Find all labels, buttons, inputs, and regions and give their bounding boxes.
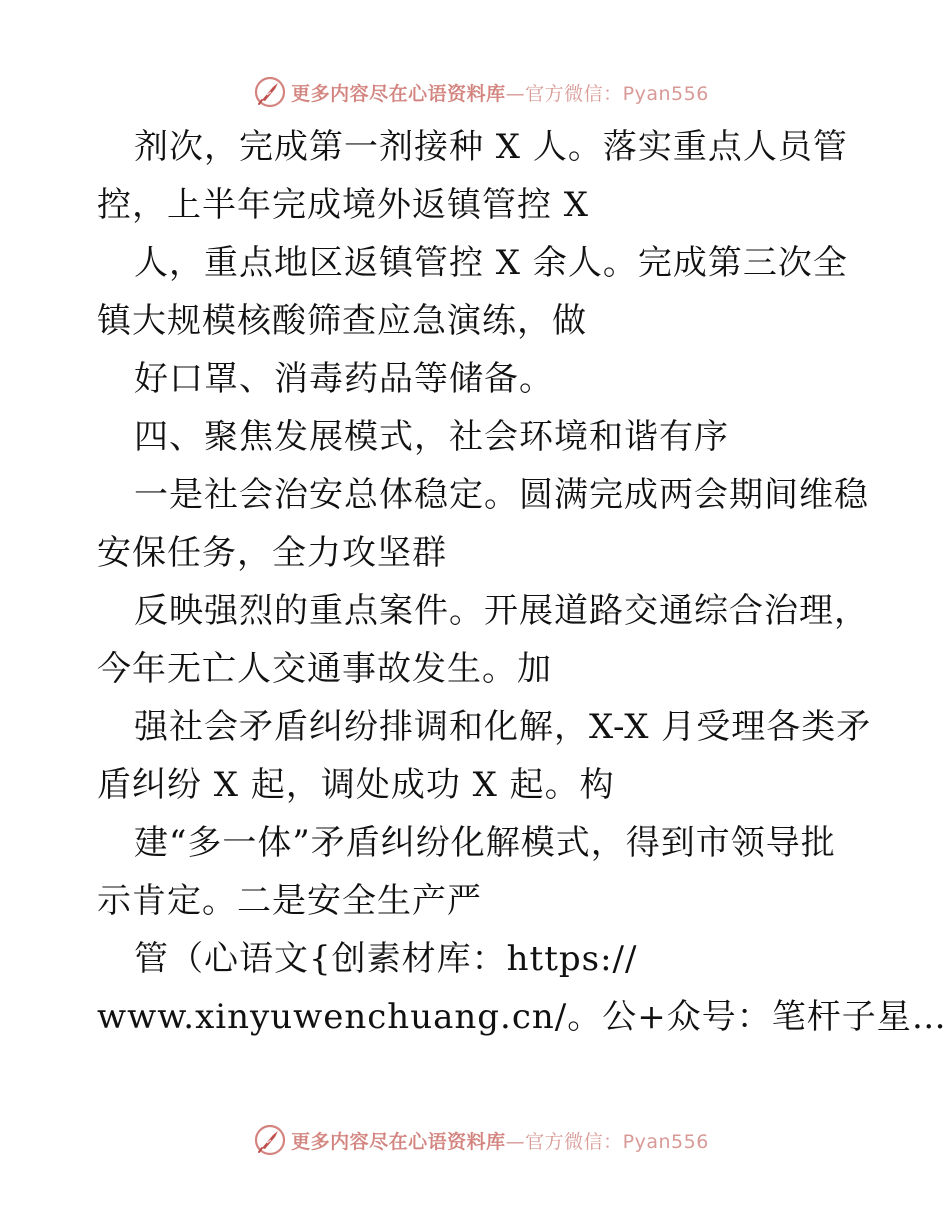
- watermark-main-text: 更多内容尽在心语资料库: [291, 82, 506, 105]
- text-line: 安保任务，全力攻坚群: [97, 533, 447, 573]
- text-line: 控，上半年完成境外返镇管控 X: [97, 185, 590, 225]
- text-line: 一是社会治安总体稳定。圆满完成两会期间维稳: [134, 475, 869, 515]
- text-line: 镇大规模核酸筛查应急演练，做: [97, 301, 587, 341]
- text-line: 盾纠纷 X 起，调处成功 X 起。构: [97, 765, 615, 805]
- text-line: 今年无亡人交通事故发生。加: [97, 649, 552, 689]
- text-line: 强社会矛盾纠纷排调和化解，X-X 月受理各类矛: [134, 707, 872, 747]
- footer-watermark-inner: [253, 1123, 709, 1157]
- quill-pen-circle-icon: [253, 1123, 287, 1157]
- watermark-main-text: 更多内容尽在心语资料库: [291, 1130, 506, 1153]
- text-line: www.xinyuwenchuang.cn/。公+众号：笔杆子星…: [97, 997, 947, 1037]
- text-line: 剂次，完成第一剂接种 X 人。落实重点人员管: [134, 127, 848, 167]
- watermark-text: [291, 79, 709, 106]
- watermark-separator: —: [505, 1130, 526, 1153]
- quill-pen-circle-icon: [253, 75, 287, 109]
- watermark-sub-text: 官方微信：Pyan556: [525, 1130, 709, 1153]
- text-line: 反映强烈的重点案件。开展道路交通综合治理，: [134, 591, 869, 631]
- header-watermark-inner: [253, 75, 709, 109]
- watermark-separator: —: [505, 82, 526, 105]
- text-line: 好口罩、消毒药品等储备。: [134, 359, 554, 399]
- document-body: [97, 118, 947, 1046]
- text-line: 人，重点地区返镇管控 X 余人。完成第三次全: [134, 243, 848, 283]
- text-line: 建“多一体”矛盾纠纷化解模式，得到市领导批: [134, 823, 836, 863]
- text-line: 四、聚焦发展模式，社会环境和谐有序: [134, 417, 729, 457]
- header-watermark: [0, 72, 950, 112]
- text-line: 示肯定。二是安全生产严: [97, 881, 482, 921]
- watermark-sub-text: 官方微信：Pyan556: [525, 82, 709, 105]
- text-line: 管（心语文{创素材库：https://: [134, 939, 638, 979]
- footer-watermark: [0, 1120, 950, 1160]
- watermark-text: [291, 1127, 709, 1154]
